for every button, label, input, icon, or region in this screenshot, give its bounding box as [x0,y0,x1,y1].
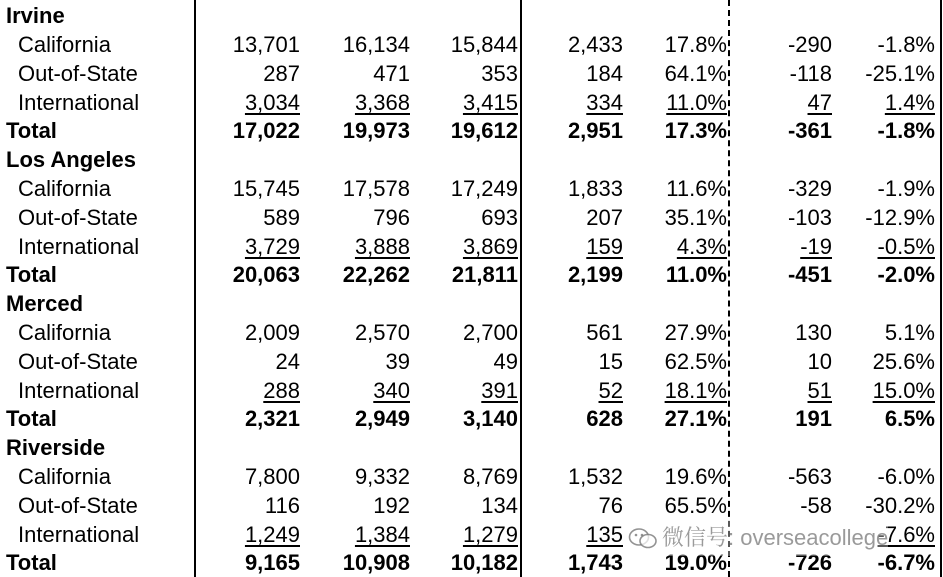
cell-year1: 3,729 [244,234,300,259]
cell-diff: -103 [787,205,832,230]
cell-year2: 796 [373,205,410,230]
column-divider-middle [520,0,522,577]
column-divider-dashed [728,0,730,577]
column-divider-right [940,0,942,577]
cell-year2: 2,949 [354,406,410,431]
total-row [0,260,943,289]
table-row [0,376,943,405]
cell-year1: 17,022 [232,118,300,143]
cell-change-pct: 17.8% [664,32,727,57]
cell-diff-pct: -1.8% [877,32,935,57]
cell-year3: 693 [481,205,518,230]
cell-diff: -726 [787,550,832,575]
row-label: Total [6,406,57,431]
cell-year2: 17,578 [342,176,410,201]
cell-year2: 3,368 [354,90,410,115]
campus-header-row [0,433,943,462]
row-label: Out-of-State [18,349,138,374]
cell-year2: 3,888 [354,234,410,259]
watermark [628,520,888,556]
cell-diff: 130 [795,320,832,345]
cell-diff-pct: 15.0% [872,378,935,403]
cell-year3: 10,182 [450,550,518,575]
campus-name: Riverside [6,435,106,460]
row-label: Total [6,118,57,143]
cell-change-pct: 35.1% [664,205,727,230]
cell-change: 1,532 [567,464,623,489]
cell-change: 628 [586,406,623,431]
cell-year3: 17,249 [450,176,518,201]
cell-change: 2,951 [567,118,623,143]
row-label: Out-of-State [18,61,138,86]
cell-year2: 19,973 [342,118,410,143]
cell-diff-pct: -1.9% [877,176,935,201]
cell-diff-pct: -1.8% [877,118,935,143]
table-row [0,491,943,520]
table-row [0,59,943,88]
cell-year3: 2,700 [462,320,518,345]
cell-year2: 10,908 [342,550,410,575]
cell-year3: 134 [481,493,518,518]
table-row [0,232,943,261]
cell-diff: -19 [800,234,832,259]
cell-change-pct: 4.3% [676,234,727,259]
cell-year1: 288 [263,378,300,403]
cell-diff-pct: -6.0% [877,464,935,489]
cell-year1: 1,249 [244,522,300,547]
cell-change: 76 [598,493,623,518]
cell-change: 1,833 [567,176,623,201]
cell-year3: 3,140 [462,406,518,431]
cell-diff-pct: 1.4% [884,90,935,115]
campus-name: Merced [6,291,84,316]
cell-change-pct: 62.5% [664,349,727,374]
cell-year3: 353 [481,61,518,86]
cell-change-pct: 17.3% [664,118,727,143]
cell-year1: 13,701 [232,32,300,57]
cell-year2: 2,570 [354,320,410,345]
row-label: California [18,320,111,345]
cell-change-pct: 11.6% [666,176,727,201]
table-row [0,318,943,347]
cell-change-pct: 64.1% [664,61,727,86]
cell-diff: -563 [787,464,832,489]
row-label: International [18,234,140,259]
cell-year2: 471 [373,61,410,86]
cell-change-pct: 27.1% [664,406,727,431]
row-label: International [18,90,140,115]
cell-diff-pct: -25.1% [865,61,935,86]
campus-header-row [0,1,943,30]
wechat-icon [628,527,658,551]
cell-year2: 340 [373,378,410,403]
cell-diff-pct: 5.1% [884,320,935,345]
cell-diff-pct: -12.9% [865,205,935,230]
cell-diff: -290 [787,32,832,57]
cell-diff-pct: -0.5% [877,234,935,259]
column-divider-left [194,0,196,577]
cell-diff-pct: 6.5% [884,406,935,431]
cell-year2: 9,332 [354,464,410,489]
cell-change-pct: 19.0% [664,550,727,575]
row-label: California [18,176,111,201]
cell-diff: 51 [807,378,832,403]
cell-year3: 3,869 [462,234,518,259]
cell-diff: -58 [800,493,832,518]
cell-year2: 39 [385,349,410,374]
cell-year3: 49 [493,349,518,374]
table-row [0,174,943,203]
cell-year1: 15,745 [232,176,300,201]
cell-year1: 24 [275,349,300,374]
row-label: California [18,464,111,489]
row-label: California [18,32,111,57]
cell-change: 2,199 [567,262,623,287]
cell-diff: -361 [787,118,832,143]
row-label: Total [6,262,57,287]
cell-year2: 192 [373,493,410,518]
cell-year3: 15,844 [450,32,518,57]
cell-change: 2,433 [567,32,623,57]
cell-year3: 8,769 [462,464,518,489]
cell-year1: 20,063 [232,262,300,287]
cell-diff: -118 [789,61,832,86]
table-row [0,30,943,59]
row-label: Total [6,550,57,575]
cell-change-pct: 18.1% [664,378,727,403]
row-label: International [18,378,140,403]
cell-change: 207 [586,205,623,230]
cell-diff: 191 [795,406,832,431]
campus-name: Los Angeles [6,147,136,172]
cell-year1: 2,009 [244,320,300,345]
cell-year1: 7,800 [244,464,300,489]
cell-change-pct: 11.0% [666,90,727,115]
cell-change-pct: 11.0% [665,262,727,287]
cell-change: 15 [598,349,623,374]
cell-diff-pct: -6.7% [877,550,935,575]
cell-year3: 391 [481,378,518,403]
table-row [0,203,943,232]
campus-header-row [0,289,943,318]
table-row [0,347,943,376]
row-label: International [18,522,140,547]
cell-diff-pct: -7.6% [877,522,935,547]
cell-change: 1,743 [567,550,623,575]
cell-diff-pct: 25.6% [872,349,935,374]
total-row [0,404,943,433]
cell-year3: 3,415 [462,90,518,115]
cell-change-pct: 19.6% [664,464,727,489]
cell-year1: 3,034 [244,90,300,115]
watermark-text: 微信号: overseacollege [662,525,889,550]
cell-year3: 19,612 [450,118,518,143]
cell-change-pct: 65.5% [664,493,727,518]
cell-year1: 9,165 [244,550,300,575]
cell-diff-pct: -30.2% [865,493,935,518]
cell-change: 52 [598,378,623,403]
cell-year1: 589 [263,205,300,230]
cell-year2: 22,262 [342,262,410,287]
cell-year2: 1,384 [354,522,410,547]
total-row [0,116,943,145]
table-row [0,462,943,491]
cell-change: 561 [586,320,623,345]
table-row [0,88,943,117]
cell-change: 334 [586,90,623,115]
cell-change-pct: 27.9% [664,320,727,345]
cell-diff: 10 [807,349,832,374]
row-label: Out-of-State [18,493,138,518]
cell-diff: -329 [787,176,832,201]
cell-year1: 2,321 [244,406,300,431]
campus-header-row [0,145,943,174]
campus-name: Irvine [6,3,65,28]
cell-diff-pct: -2.0% [877,262,935,287]
cell-year1: 287 [263,61,300,86]
cell-diff: -451 [787,262,832,287]
cell-year2: 16,134 [342,32,410,57]
cell-change: 135 [586,522,623,547]
cell-year3: 1,279 [462,522,518,547]
cell-change: 159 [586,234,623,259]
cell-change: 184 [586,61,623,86]
cell-diff: 47 [807,90,832,115]
cell-year3: 21,811 [451,262,518,287]
row-label: Out-of-State [18,205,138,230]
cell-year1: 116 [264,493,300,518]
